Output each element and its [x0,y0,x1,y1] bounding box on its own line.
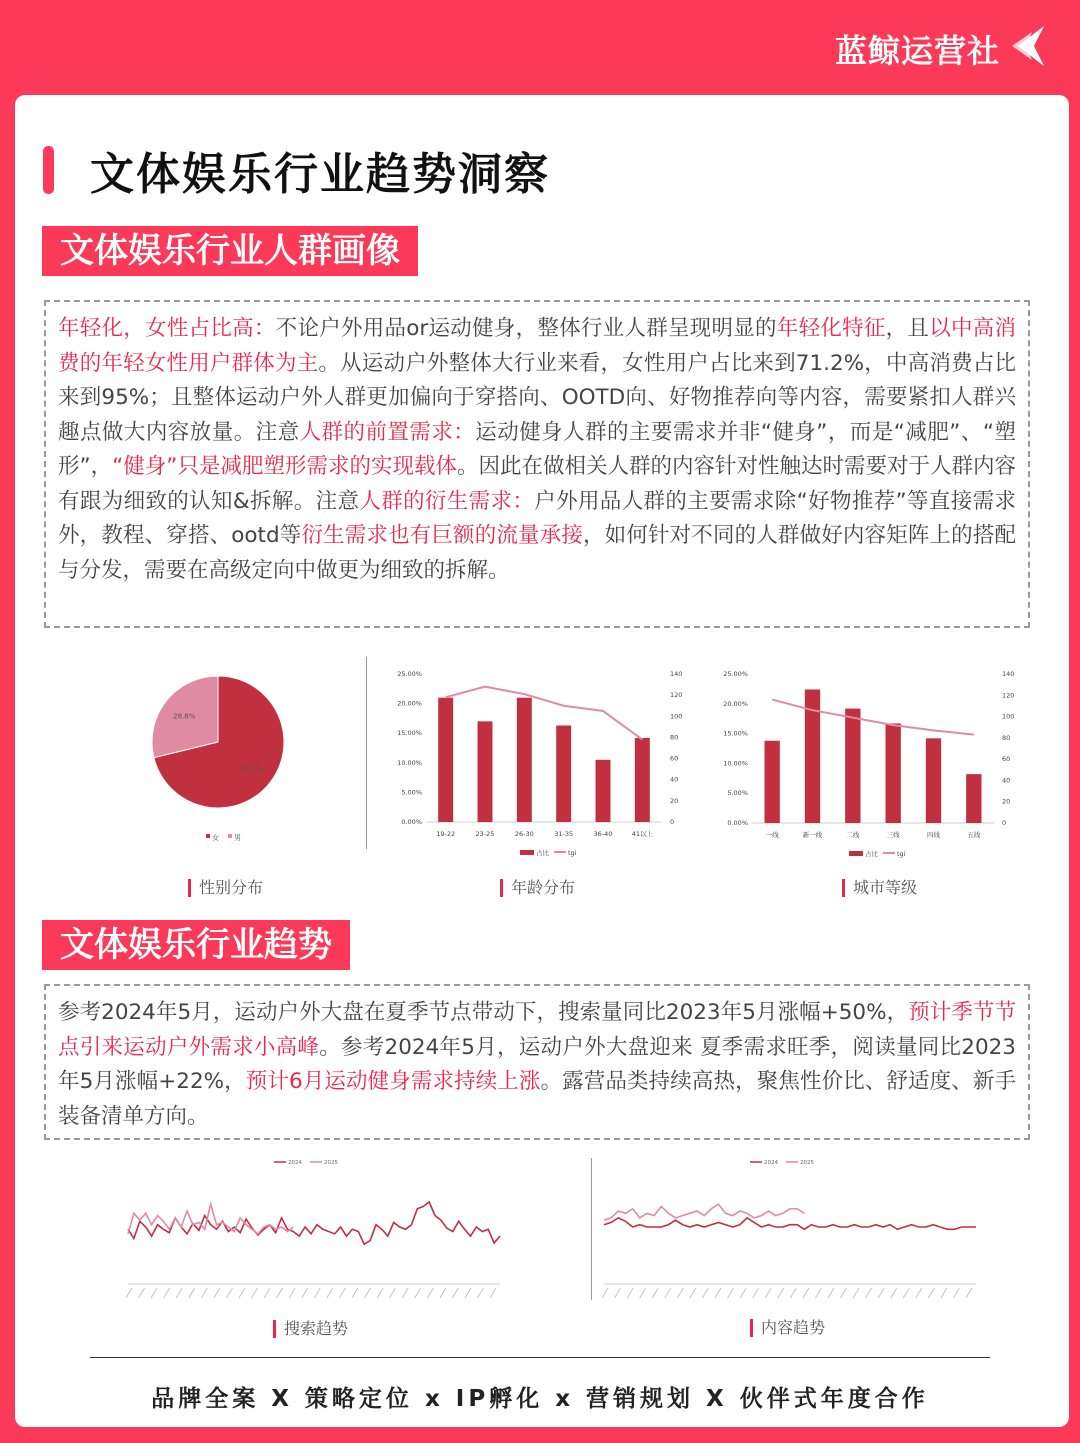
legend-label: 2024 [288,1160,302,1166]
gender-pie-chart [130,660,320,860]
highlight-text: 人群的前置需求： [299,419,476,445]
y-tick-right: 20 [670,796,679,805]
highlight-text: 年轻化特征 [776,316,886,341]
chevron-left-icon [1004,22,1052,70]
x-tick-label: 四线 [927,831,940,839]
x-tick-mark [828,1288,834,1298]
tgi-line [772,700,974,735]
highlight-text: 以中高消费的年轻女性用户群体为主 [58,316,1016,376]
body-text: 参考2024年5月，运动户外大盘在夏季节点带动下，搜索量同比2023年5月涨幅+50%， [58,1000,909,1025]
bar [517,698,532,822]
footer-tagline: 品牌全案 X 策略定位 x IP孵化 x 营销规划 X 伙伴式年度合作 [151,1386,929,1412]
bar [438,698,453,822]
x-tick-mark [878,1288,884,1298]
trend-paragraph [44,984,1030,1140]
x-tick-mark [415,1288,421,1298]
x-tick-mark [151,1288,157,1298]
x-tick-mark [602,1288,608,1298]
legend-swatch [206,834,210,838]
x-tick-mark [677,1288,683,1298]
x-tick-mark [427,1288,433,1298]
bar [765,741,780,823]
legend-label: 2025 [800,1160,814,1166]
city-bar-chart [708,660,1018,865]
body-text: 。因此在做相关人群的内容针对性触达时需要对于人群内容有跟为细致的认知&拆解。注意 [58,454,1017,514]
x-tick-mark [652,1288,658,1298]
x-tick-mark [352,1288,358,1298]
y-tick-right: 100 [1002,712,1015,721]
caption-search: 搜索趋势 [273,1320,348,1338]
y-tick-left: 20.00% [397,699,422,708]
x-tick-mark [715,1288,721,1298]
brand-name: 蓝鲸运营社 [834,32,1000,70]
y-tick-left: 15.00% [397,729,422,738]
y-tick-left: 20.00% [723,699,748,708]
x-tick-label: 19-22 [436,830,456,838]
y-tick-right: 120 [670,691,683,700]
x-tick-mark [966,1288,972,1298]
y-tick-right: 0 [1002,819,1007,827]
x-tick-mark [302,1288,308,1298]
body-text: ，如何针对不同的人群做好内容矩阵上的搭配与分发，需要在高级定向中做更为细致的拆解。 [58,523,1016,583]
x-tick-mark [189,1288,195,1298]
bar [926,738,941,823]
x-tick-mark [790,1288,796,1298]
x-tick-mark [941,1288,947,1298]
series-line-2025 [604,1204,804,1220]
y-tick-left: 0.00% [727,819,748,827]
legend-label-bar: 占比 [865,850,878,858]
legend-swatch-bar [849,851,863,856]
x-tick-mark [252,1288,258,1298]
x-tick-label: 新一线 [802,831,823,839]
y-tick-right: 140 [670,670,683,678]
y-tick-right: 60 [670,754,679,763]
x-tick-mark [264,1288,270,1298]
y-tick-left: 5.00% [727,789,748,798]
x-tick-mark [339,1288,345,1298]
x-tick-label: 三线 [886,831,900,839]
bar [966,774,981,823]
series-line-2024 [604,1218,976,1229]
x-tick-mark [765,1288,771,1298]
body-text: 。参考2024年5月，运动户外大盘迎来 夏季需求旺季，阅读量同比2023年5月涨幅+22%， [58,1034,1016,1094]
search-trend-line-chart [120,1152,510,1312]
y-tick-right: 80 [670,733,679,742]
x-tick-mark [126,1288,132,1298]
x-tick-mark [465,1288,471,1298]
x-tick-label: 41以上 [631,830,653,838]
y-tick-right: 40 [670,775,679,784]
x-tick-mark [627,1288,633,1298]
pie-data-label: 28.8% [173,712,196,721]
y-tick-left: 10.00% [723,759,748,768]
legend-swatch-bar [520,850,534,855]
y-tick-left: 10.00% [397,758,422,767]
y-tick-left: 25.00% [397,670,422,678]
x-tick-mark [853,1288,859,1298]
section-heading-audience: 文体娱乐行业人群画像 [42,226,418,276]
x-tick-mark [239,1288,245,1298]
x-tick-label: 36-40 [593,830,613,838]
caption-content: 内容趋势 [750,1319,825,1337]
x-tick-mark [402,1288,408,1298]
x-tick-mark [866,1288,872,1298]
x-tick-mark [728,1288,734,1298]
legend-label: 女 [212,834,219,842]
x-tick-mark [327,1288,333,1298]
x-tick-mark [840,1288,846,1298]
x-tick-mark [953,1288,959,1298]
legend-label: 2025 [324,1160,338,1166]
audience-paragraph [44,300,1030,628]
body-text: 户外用品人群的主要需求除“好物推荐”等直接需求外，教程、穿搭、ootd等 [58,488,1016,548]
y-tick-left: 15.00% [723,729,748,738]
x-tick-label: 31-35 [554,830,574,838]
caption-city: 城市等级 [842,879,917,897]
x-tick-mark [891,1288,897,1298]
x-tick-mark [490,1288,496,1298]
x-tick-mark [815,1288,821,1298]
x-tick-mark [916,1288,922,1298]
legend-label-bar: 占比 [536,849,549,857]
body-text: ，且 [885,316,930,341]
bar [635,738,650,822]
highlight-text: 预计6月运动健身需求持续上涨 [245,1069,541,1094]
x-tick-mark [440,1288,446,1298]
highlight-text: 预计季节节点引来运动户外需求小高峰 [58,1000,1016,1060]
series-line-2024 [128,1202,500,1244]
body-text: 。露营品类持续高热，聚焦性价比、舒适度、新手装备清单方向。 [58,1069,1017,1129]
x-tick-mark [753,1288,759,1298]
x-tick-label: 26-30 [514,830,534,838]
y-tick-right: 20 [1002,797,1011,806]
y-tick-right: 140 [1002,670,1015,678]
x-tick-mark [778,1288,784,1298]
x-tick-label: 23-25 [475,830,495,838]
y-tick-left: 25.00% [723,670,748,678]
bar [556,726,571,822]
y-tick-right: 40 [1002,776,1011,785]
x-tick-mark [903,1288,909,1298]
x-tick-mark [740,1288,746,1298]
x-tick-mark [477,1288,483,1298]
body-text: 。从运动户外整体大行业来看，女性用户占比来到71.2%，中高消费占比来到95%；且整体运动户外人群更加偏向于穿搭向、OOTD向、好物推荐向等内容，需要紧扣人群兴趣点做大内容放量。注意 [58,350,1016,445]
y-tick-left: 5.00% [401,788,422,797]
x-tick-mark [928,1288,934,1298]
divider [591,1158,592,1300]
x-tick-mark [390,1288,396,1298]
x-tick-label: 二线 [846,831,860,839]
y-tick-right: 100 [670,712,683,721]
bar [478,721,493,822]
content-trend-line-chart [596,1152,986,1312]
page-title: 文体娱乐行业趋势洞察 [90,149,550,200]
y-tick-right: 60 [1002,755,1011,764]
x-tick-mark [364,1288,370,1298]
highlight-text: 人群的衍生需求： [359,488,535,514]
legend-label-line: tgi [897,850,906,858]
x-tick-mark [314,1288,320,1298]
x-tick-mark [226,1288,232,1298]
x-tick-mark [201,1288,207,1298]
divider [366,657,367,849]
legend-swatch [228,834,232,838]
x-tick-mark [452,1288,458,1298]
x-tick-mark [615,1288,621,1298]
bar [596,760,611,822]
body-text: 不论户外用品or运动健身，整体行业人群呈现明显的 [275,316,777,341]
x-tick-mark [665,1288,671,1298]
x-tick-mark [289,1288,295,1298]
highlight-text: 衍生需求也有巨额的流量承接 [301,523,583,548]
x-tick-mark [377,1288,383,1298]
caption-age: 年龄分布 [500,879,575,897]
tgi-line [446,687,643,740]
x-tick-label: 一线 [765,831,779,839]
caption-gender: 性别分布 [188,879,263,897]
section-heading-trend: 文体娱乐行业趋势 [42,920,350,970]
legend-label: 2024 [764,1160,778,1166]
y-tick-left: 0.00% [401,818,422,826]
highlight-text: “健身”只是减肥塑形需求的实现载体 [112,454,457,479]
x-tick-mark [214,1288,220,1298]
x-tick-mark [164,1288,170,1298]
legend-label: 男 [234,834,241,842]
x-tick-mark [702,1288,708,1298]
x-tick-mark [803,1288,809,1298]
x-tick-mark [277,1288,283,1298]
x-tick-label: 五线 [967,831,981,839]
x-tick-mark [640,1288,646,1298]
x-tick-mark [139,1288,145,1298]
series-line-2025 [128,1204,293,1234]
legend-label-line: tgi [568,849,577,857]
y-tick-right: 0 [670,818,675,826]
x-tick-mark [690,1288,696,1298]
highlight-text: 年轻化，女性占比高： [58,316,276,341]
footer-divider [90,1357,990,1358]
pie-data-label: 71.2% [240,765,263,774]
title-accent-bar [43,146,54,194]
y-tick-right: 80 [1002,733,1011,742]
body-text: 运动健身人群的主要需求并非“健身”，而是“减肥”、“塑形”， [58,419,1016,479]
y-tick-right: 120 [1002,691,1015,700]
x-tick-mark [176,1288,182,1298]
age-bar-chart [380,660,683,865]
bar [886,723,901,823]
bar [845,709,860,823]
